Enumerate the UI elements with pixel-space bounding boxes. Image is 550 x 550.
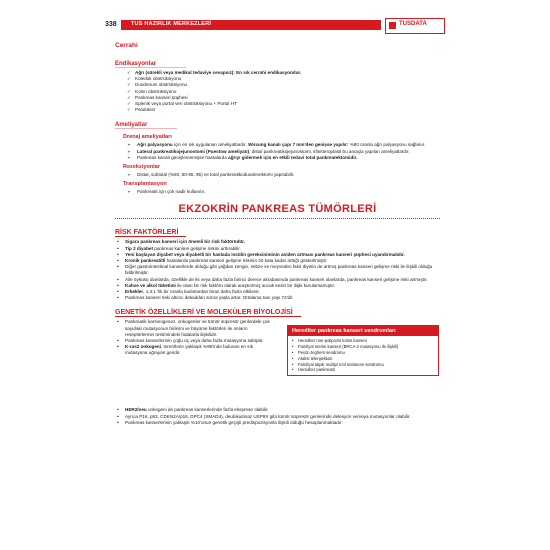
subsubsection-title-drenaj: Drenaj ameliyatları bbox=[123, 134, 172, 141]
logo-icon bbox=[389, 22, 396, 29]
list-item: ▪ Ayrıca P16, p53, CDKN2A/p16, DPC4 (SMAD4), deubikuitinaz USP9X gibi tümör süpresör genlerinde delesyon ve/veya mutasyonlar olabilir. bbox=[115, 414, 440, 420]
list-item: ✓ Psödokist bbox=[125, 107, 440, 113]
section-title-genetic: GENETİK ÖZELLİKLERİ VE MOLEKÜLER BİYOLOJİSİ bbox=[115, 309, 301, 317]
list-item: ▪ Pankreas kanseri riski altıncı dekaddan sonra yaşla artar. Ortalama tanı yaşı 72'dir. bbox=[115, 295, 440, 301]
transplantasyon-list bbox=[115, 189, 440, 195]
list-item: • Peutz-Jeghers sendromu bbox=[292, 350, 434, 356]
page-content bbox=[115, 38, 440, 426]
box-title: Herediter pankreas kanseri sendromları bbox=[288, 326, 438, 336]
list-item: ▪ Erkekler, 1,3:1 'lik bir oranla kadınlardan biraz daha fazla etkilenir. bbox=[115, 289, 440, 295]
genetic-block bbox=[115, 319, 440, 407]
syndrome-list bbox=[288, 336, 438, 375]
list-item: • Herediter pankreatit bbox=[292, 367, 434, 373]
list-item: ✓ Kolon obstrüksiyonu bbox=[125, 89, 440, 95]
subsubsection-title-rezeksiyon: Rezeksiyonlar bbox=[123, 164, 160, 171]
list-item: ✓ Koledok obstrüksiyonu bbox=[125, 76, 440, 82]
list-item: • Ataksi telenjiektazi bbox=[292, 356, 434, 362]
list-item: ▪ Sigara pankreas kanseri için önemli bir risk faktörüdür. bbox=[115, 239, 440, 245]
subsection-title-endikasyonlar: Endikasyonlar bbox=[115, 61, 186, 68]
list-item: ➢ Pankreatit için çok nadir kullanılır. bbox=[123, 189, 440, 195]
list-item: ▪ Tip 2 diyabet pankreas kanseri gelişme riskini arttırabilir. bbox=[115, 246, 440, 252]
page-header bbox=[105, 18, 445, 36]
logo-text: TUSDATA bbox=[399, 21, 427, 27]
list-item: ✓ Pankreas kanseri şüphesi bbox=[125, 95, 440, 101]
page-number: 338 bbox=[105, 21, 117, 28]
list-item: ▪ HER2/neu onkogeni de pankreas kanserlerinde fazla eksprese olabilir. bbox=[115, 407, 440, 413]
list-item: ▪ Pankreas kanserlerinin çoğu üç veya daha fazla mutasyona sahiptir. bbox=[115, 338, 275, 344]
section-title-cerrahi: Cerrahi bbox=[115, 42, 138, 49]
book-page bbox=[105, 18, 445, 533]
endikasyon-list bbox=[125, 70, 440, 113]
list-item: ✓ Splenik veya portal ven obstrüksiyonu + Portal HT bbox=[125, 101, 440, 107]
genetic-list bbox=[115, 319, 275, 356]
hereditary-syndromes-box bbox=[287, 325, 439, 376]
list-item: ▪ Yeni başlayan diyabet veya diyabetli bir hastada insülin gereksiniminin aniden artması pankreas kanseri şüphesi uyandırmalıdır. bbox=[115, 252, 440, 258]
list-item: ▪ Kahve ve alkol tüketimi ile olası bir risk faktörü olarak araştırılmış ancak kesin bir ilişki kurulamamıştır. bbox=[115, 283, 440, 289]
rezeksiyon-list bbox=[115, 172, 440, 178]
list-item: ✓ Ağrı (sürekli veya medikal tedaviye cevapsız): En sık cerrahi endikasyondur. bbox=[125, 70, 440, 76]
list-item: ▪ K-ras2 onkogeni, tümörlerin yaklaşık %95'inde bulunan en sık mutasyona uğrayan gendir. bbox=[115, 344, 275, 356]
list-item: ✓ Duodenum obstrüksiyonu bbox=[125, 82, 440, 88]
genetic-bottom-list bbox=[115, 407, 440, 426]
subsection-title-ameliyatlar: Ameliyatlar bbox=[115, 122, 177, 129]
risk-list bbox=[115, 239, 440, 301]
list-item: ▪ Pankreas kanserlerinin yaklaşık %10'unun genetik geçişli predispozisyonla ilişkili olduğu hesaplanmaktadır. bbox=[115, 420, 440, 426]
list-item: ➢ Distal, subtotal (%50, 80-85, 95) ve total pankreatikoduodenektomi yapılabilir. bbox=[123, 172, 440, 178]
header-title: TUS HAZIRLIK MERKEZLERİ bbox=[131, 21, 212, 27]
drenaj-list bbox=[115, 142, 440, 161]
section-title-risk: RİSK FAKTÖRLERİ bbox=[115, 229, 186, 237]
list-item: ▪ Aile öyküsü olanlarda, özellikle de iki veya daha fazla birinci derece akrabasında pankreas kanseri olanlarda, pankreas kanseri gelişme riski artmıştır. bbox=[115, 277, 440, 283]
list-item: • Familyal meme kanseri (BRCA-2 mutasyonu ile ilişkili) bbox=[292, 344, 434, 350]
list-item: ➢ Ağrı palyasyonu için en sık uygulanan ameliyatlardır. Wirsung kanalı çapı 7 mm'den genişse yapılır: %80 oranla ağrı palyasyonu sağlanır. bbox=[123, 142, 440, 148]
subsubsection-title-transplantasyon: Transplantasyon bbox=[123, 181, 167, 188]
list-item: ▪ Kronik pankreatitli hastalarda pankreas kanseri gelişme riskinin 20 kata kadar arttığı gösterilmiştir. bbox=[115, 258, 440, 264]
list-item: ▪ Diğer gastrointestinal kanserlerde olduğu gibi yağdan zengin, sebze ve meyveden fakir diyetin de artmış pankreas kanseri gelişme riski ile ilişkili olduğu bildirilmiştir. bbox=[115, 264, 440, 276]
list-item: ➢ Lateral pankreatikojejunostomi (Puestow ameliyatı), distal pankreatikojejunostomi, sfinkteroplasti bu amaçla yapılan ameliyatlardır. bbox=[123, 149, 440, 155]
list-item: • Herediter non-polipozis kolon kanseri bbox=[292, 338, 434, 344]
publisher-logo bbox=[385, 18, 445, 34]
list-item: ➢ Pankreas kanalı genişlememişse hastalarda ağrıyı gidermek için en etkili tedavi total pankreatektomidir. bbox=[123, 155, 440, 161]
list-item: ▪ Pankreatik karsinogenez, onkogenler ve tümör süpresör genlerdeki çok sayıdaki mutasyonun birikimi ve büyüme faktörleri ile onların reseptörlerinin üretimindeki hatalarla ilişkilidir. bbox=[115, 319, 275, 338]
chapter-title: EKZOKRİN PANKREAS TÜMÖRLERİ bbox=[115, 203, 440, 219]
list-item: • Familyal atipik multipl mol melanom sendromu bbox=[292, 362, 434, 368]
